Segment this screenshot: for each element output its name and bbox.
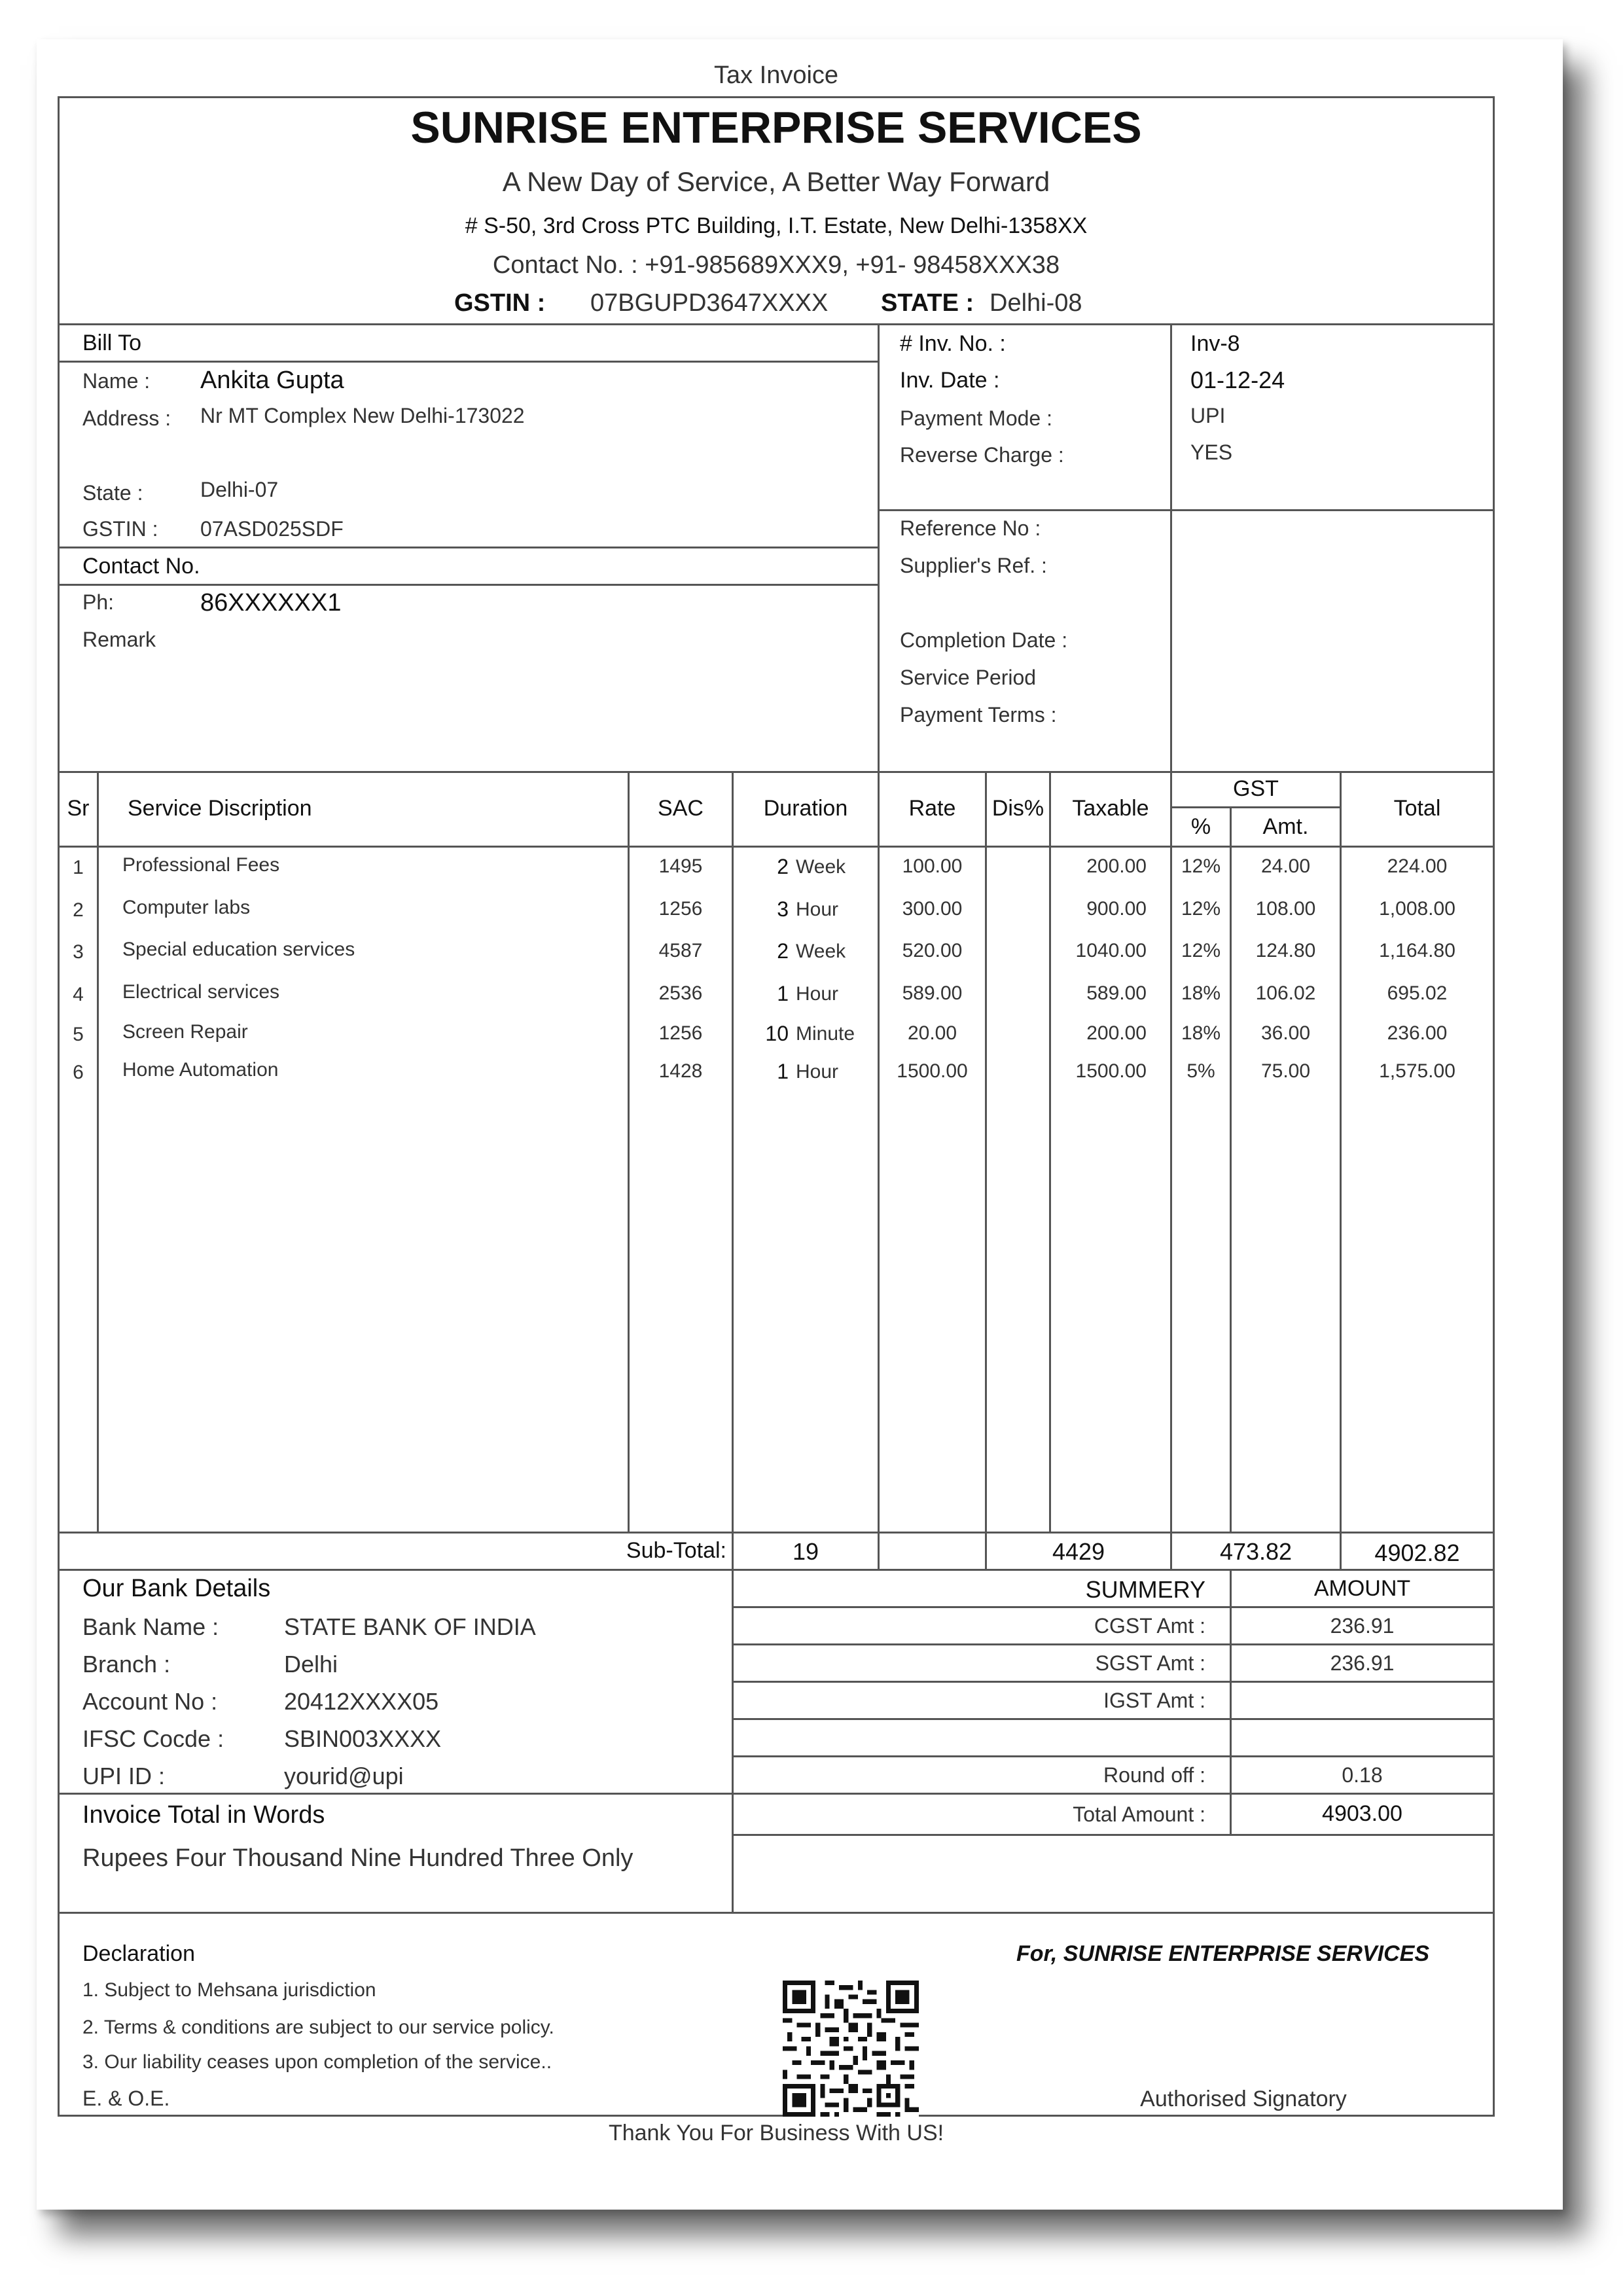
- row-qty: 2: [777, 939, 789, 963]
- row-gst-amt: 106.02: [1255, 982, 1316, 1004]
- row-qty: 1: [777, 1060, 789, 1083]
- words-heading: Invoice Total in Words: [82, 1801, 325, 1829]
- row-sac: 2536: [658, 982, 703, 1004]
- reference-label: Reference No :: [900, 516, 1041, 540]
- declaration-top: [58, 1912, 1495, 1914]
- row-unit: Hour: [796, 899, 839, 920]
- bank-ifsc: SBIN003XXXX: [284, 1725, 442, 1752]
- row-qty: 2: [777, 855, 789, 878]
- row-taxable: 900.00: [1086, 898, 1147, 920]
- contact-heading: Contact No.: [82, 554, 200, 579]
- row-sr: 3: [73, 941, 84, 963]
- row-qty: 1: [777, 982, 789, 1005]
- row-rate: 100.00: [902, 855, 963, 877]
- row-taxable: 200.00: [1086, 1022, 1147, 1044]
- row-taxable: 1040.00: [1075, 940, 1147, 961]
- payment-terms-label: Payment Terms :: [900, 703, 1057, 726]
- row-qty: 3: [777, 897, 789, 921]
- th-total: Total: [1393, 796, 1441, 821]
- subtotal-bottom: [58, 1569, 1495, 1571]
- frame-left: [58, 96, 60, 2117]
- th-rate: Rate: [908, 796, 956, 821]
- sum-line-4: [732, 1718, 1495, 1720]
- subtotal-duration: 19: [792, 1538, 819, 1565]
- sum-line-2: [732, 1643, 1495, 1645]
- row-sr: 6: [73, 1062, 84, 1083]
- row-rate: 20.00: [907, 1022, 957, 1044]
- frame-right: [1493, 96, 1495, 2117]
- table-top: [58, 771, 1495, 773]
- billto-ph: 86XXXXXX1: [200, 589, 342, 617]
- row-desc: Electrical services: [122, 981, 280, 1003]
- row-unit: Hour: [796, 983, 839, 1005]
- bank-name-label: Bank Name :: [82, 1613, 219, 1640]
- cgst-label: CGST Amt :: [1094, 1614, 1205, 1638]
- subtotal-total: 4902.82: [1374, 1539, 1460, 1566]
- th-sr: Sr: [67, 796, 90, 821]
- service-period-label: Service Period: [900, 666, 1037, 689]
- sum-line-5: [732, 1755, 1495, 1757]
- col-gst-amt: [1340, 771, 1342, 1569]
- row-sr: 5: [73, 1024, 84, 1045]
- table-body-bottom: [58, 1532, 1495, 1534]
- bank-name: STATE BANK OF INDIA: [284, 1613, 536, 1640]
- subtotal-label: Sub-Total:: [626, 1538, 726, 1563]
- billto-address: Nr MT Complex New Delhi-173022: [200, 404, 525, 427]
- company-tagline: A New Day of Service, A Better Way Forward: [502, 166, 1050, 197]
- sum-line-3: [732, 1681, 1495, 1683]
- row-rate: 300.00: [902, 898, 963, 920]
- billto-ph-label: Ph:: [82, 590, 115, 614]
- row-taxable: 1500.00: [1075, 1060, 1147, 1082]
- billto-gstin-label: GSTIN :: [82, 517, 158, 541]
- row-rate: 520.00: [902, 940, 963, 961]
- igst-label: IGST Amt :: [1103, 1689, 1205, 1712]
- billto-heading: Bill To: [82, 331, 142, 355]
- billto-state: Delhi-07: [200, 478, 279, 501]
- company-contact: Contact No. : +91-985689XXX9, +91- 98458XXX38: [492, 251, 1060, 279]
- th-sac: SAC: [658, 796, 704, 821]
- row-sr: 4: [73, 984, 84, 1005]
- bank-ifsc-label: IFSC Cocde :: [82, 1725, 224, 1752]
- row-sr: 2: [73, 899, 84, 921]
- declaration-item: 3. Our liability ceases upon completion of the service..: [82, 2051, 552, 2073]
- words-line: [58, 1793, 734, 1795]
- row-sr: 1: [73, 857, 84, 878]
- authorised-signatory: Authorised Signatory: [1140, 2087, 1347, 2111]
- row-unit: Minute: [796, 1023, 855, 1045]
- billto-gstin: 07ASD025SDF: [200, 517, 344, 541]
- company-address: # S-50, 3rd Cross PTC Building, I.T. Estate, New Delhi-1358XX: [465, 213, 1088, 238]
- company-state: Delhi-08: [990, 289, 1082, 317]
- row-sac: 1495: [658, 855, 703, 877]
- billto-remark-label: Remark: [82, 628, 156, 651]
- round-label: Round off :: [1103, 1763, 1205, 1787]
- row-rate: 1500.00: [897, 1060, 968, 1082]
- reverse-charge-label: Reverse Charge :: [900, 443, 1064, 467]
- col-desc: [628, 771, 630, 1532]
- row-gst-pct: 18%: [1181, 982, 1221, 1004]
- bank-heading: Our Bank Details: [82, 1575, 271, 1602]
- th-gst: GST: [1233, 776, 1279, 801]
- bank-account: 20412XXXX05: [284, 1688, 439, 1715]
- row-gst-amt: 24.00: [1260, 855, 1311, 877]
- declaration-heading: Declaration: [82, 1941, 195, 1966]
- inv-no-label: # Inv. No. :: [900, 331, 1006, 356]
- th-gst-amt: Amt.: [1262, 814, 1309, 839]
- company-gstin-label: GSTIN :: [454, 289, 546, 317]
- declaration-item: 1. Subject to Mehsana jurisdiction: [82, 1979, 376, 2001]
- subtotal-taxable: 4429: [1052, 1538, 1105, 1565]
- cgst-value: 236.91: [1330, 1614, 1395, 1638]
- col-taxable: [1170, 771, 1172, 1569]
- inv-date: 01-12-24: [1190, 367, 1285, 393]
- table-header-bottom: [58, 846, 1495, 848]
- reverse-charge: YES: [1190, 440, 1233, 464]
- info-divider: [1170, 323, 1172, 772]
- row-desc: Computer labs: [122, 897, 251, 918]
- sum-line-1: [732, 1606, 1495, 1608]
- bank-branch: Delhi: [284, 1651, 338, 1677]
- row-total: 224.00: [1387, 855, 1448, 877]
- company-name: SUNRISE ENTERPRISE SERVICES: [410, 103, 1142, 152]
- billto-name-label: Name :: [82, 369, 151, 393]
- row-total: 236.00: [1387, 1022, 1448, 1044]
- billto-address-label: Address :: [82, 406, 171, 430]
- row-gst-pct: 12%: [1181, 898, 1221, 920]
- sgst-value: 236.91: [1330, 1651, 1395, 1675]
- payment-mode-label: Payment Mode :: [900, 406, 1052, 430]
- row-total: 1,008.00: [1379, 898, 1455, 920]
- row-rate: 589.00: [902, 982, 963, 1004]
- row-gst-pct: 5%: [1186, 1060, 1215, 1082]
- contact-line-top: [58, 547, 880, 548]
- row-taxable: 200.00: [1086, 855, 1147, 877]
- supplier-ref-label: Supplier's Ref. :: [900, 554, 1047, 577]
- row-unit: Week: [796, 856, 846, 878]
- th-gst-pct: %: [1190, 814, 1211, 839]
- bank-branch-label: Branch :: [82, 1651, 171, 1677]
- row-gst-amt: 108.00: [1255, 898, 1316, 920]
- declaration-item: 2. Terms & conditions are subject to our service policy.: [82, 2017, 554, 2038]
- billto-state-label: State :: [82, 481, 143, 505]
- billto-name: Ankita Gupta: [200, 367, 344, 394]
- row-total: 1,164.80: [1379, 940, 1455, 961]
- header-divider: [58, 323, 1495, 325]
- doc-title: Tax Invoice: [713, 62, 839, 89]
- eoe-text: E. & O.E.: [82, 2087, 170, 2110]
- col-dis: [1049, 771, 1051, 1532]
- summary-amount-heading: AMOUNT: [1313, 1576, 1411, 1601]
- payment-mode: UPI: [1190, 404, 1226, 427]
- bank-upi-label: UPI ID :: [82, 1763, 166, 1789]
- subtotal-gst: 473.82: [1219, 1538, 1293, 1565]
- sum-line-7: [732, 1834, 1495, 1836]
- row-unit: Week: [796, 941, 846, 962]
- words-text: Rupees Four Thousand Nine Hundred Three Only: [82, 1844, 633, 1872]
- row-sac: 4587: [658, 940, 703, 961]
- billto-heading-line: [58, 361, 880, 363]
- col-sr: [97, 771, 99, 1532]
- qr-code-icon: [776, 1981, 925, 2117]
- contact-line-bottom: [58, 584, 880, 586]
- company-gstin: 07BGUPD3647XXXX: [590, 289, 829, 317]
- col-rate: [985, 771, 987, 1569]
- row-unit: Hour: [796, 1061, 839, 1083]
- row-desc: Screen Repair: [122, 1021, 248, 1043]
- inv-no: Inv-8: [1190, 331, 1240, 356]
- gst-header-line: [1170, 806, 1342, 808]
- row-desc: Special education services: [122, 939, 355, 960]
- sgst-label: SGST Amt :: [1095, 1651, 1205, 1675]
- th-duration: Duration: [763, 796, 848, 821]
- summary-value-divider: [1230, 1569, 1232, 1835]
- row-sac: 1256: [658, 1022, 703, 1044]
- row-gst-pct: 12%: [1181, 855, 1221, 877]
- row-desc: Home Automation: [122, 1059, 279, 1081]
- bank-account-label: Account No :: [82, 1688, 218, 1715]
- frame-top: [58, 96, 1495, 98]
- company-state-label: STATE :: [881, 289, 974, 317]
- total-amount-label: Total Amount :: [1073, 1803, 1205, 1826]
- inv-date-label: Inv. Date :: [900, 368, 1000, 393]
- row-total: 695.02: [1387, 982, 1448, 1004]
- th-taxable: Taxable: [1072, 796, 1149, 821]
- sum-line-6: [732, 1793, 1495, 1795]
- row-gst-pct: 18%: [1181, 1022, 1221, 1044]
- for-company: For, SUNRISE ENTERPRISE SERVICES: [1016, 1941, 1429, 1966]
- col-sac: [732, 771, 734, 1569]
- summary-heading: SUMMERY: [1085, 1576, 1205, 1603]
- footer-thanks: Thank You For Business With US!: [608, 2121, 944, 2145]
- round-value: 0.18: [1342, 1763, 1383, 1787]
- row-sac: 1256: [658, 898, 703, 920]
- row-total: 1,575.00: [1379, 1060, 1455, 1082]
- th-desc: Service Discription: [128, 796, 312, 821]
- completion-label: Completion Date :: [900, 628, 1068, 652]
- col-duration: [878, 771, 880, 1569]
- row-gst-amt: 36.00: [1260, 1022, 1311, 1044]
- row-gst-amt: 75.00: [1260, 1060, 1311, 1082]
- row-sac: 1428: [658, 1060, 703, 1082]
- row-taxable: 589.00: [1086, 982, 1147, 1004]
- row-desc: Professional Fees: [122, 854, 280, 876]
- row-qty: 10: [765, 1022, 789, 1045]
- info-mid-line: [878, 509, 1495, 511]
- bank-upi: yourid@upi: [284, 1763, 404, 1789]
- row-gst-pct: 12%: [1181, 940, 1221, 961]
- row-gst-amt: 124.80: [1255, 940, 1316, 961]
- total-amount-value: 4903.00: [1322, 1801, 1402, 1826]
- th-dis: Dis%: [991, 796, 1044, 821]
